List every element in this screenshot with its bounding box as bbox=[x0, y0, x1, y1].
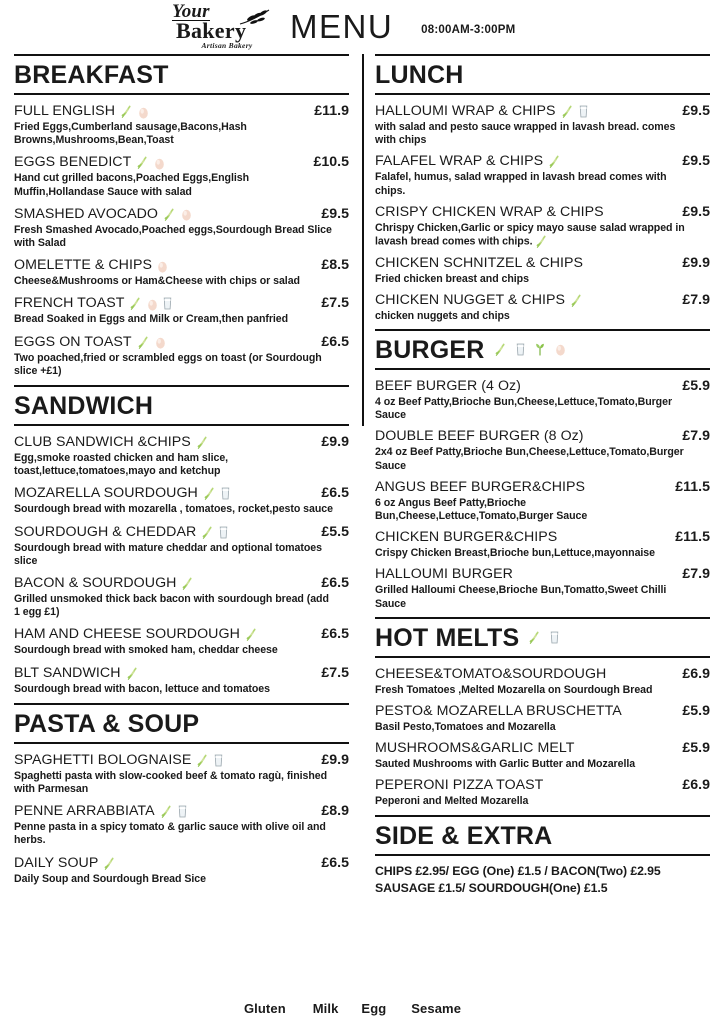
sesame-icon bbox=[534, 342, 546, 356]
bakery-logo bbox=[164, 1, 276, 50]
menu-item-description: Bread Soaked in Eggs and Milk or Cream,then panfried bbox=[14, 313, 289, 326]
section-items bbox=[375, 372, 710, 611]
egg-icon bbox=[155, 335, 166, 349]
menu-item-name: PEPERONI PIZZA TOAST bbox=[375, 777, 544, 794]
gluten-icon bbox=[103, 857, 116, 870]
menu-item[interactable] bbox=[375, 740, 710, 771]
gluten-icon bbox=[126, 667, 139, 680]
menu-item-row bbox=[14, 752, 349, 769]
menu-item[interactable] bbox=[14, 206, 349, 250]
section-items bbox=[14, 746, 349, 886]
gluten-icon bbox=[160, 805, 173, 818]
menu-item-name: BLT SANDWICH bbox=[14, 665, 139, 682]
menu-item-name: SOURDOUGH & CHEDDAR bbox=[14, 524, 228, 541]
menu-item-name: CLUB SANDWICH &CHIPS bbox=[14, 434, 209, 451]
opening-hours: 08:00AM-3:00PM bbox=[421, 24, 516, 36]
menu-item-description: Basil Pesto,Tomatoes and Mozarella bbox=[375, 720, 556, 733]
menu-item-price: £9.5 bbox=[321, 205, 349, 222]
menu-item-price: £11.5 bbox=[675, 529, 710, 546]
menu-item-price: £6.9 bbox=[682, 665, 710, 682]
menu-item-name: EGGS ON TOAST bbox=[14, 334, 166, 351]
menu-item[interactable] bbox=[14, 803, 349, 847]
gluten-icon bbox=[136, 156, 149, 169]
menu-item-name: DAILY SOUP bbox=[14, 855, 116, 872]
menu-item-description: Two poached,fried or scrambled eggs on toast (or Sourdough slice +£1) bbox=[14, 351, 322, 377]
menu-item-description: Fresh Smashed Avocado,Poached eggs,Sourdough Bread Slice with Salad bbox=[14, 223, 332, 250]
menu-item-price: £7.9 bbox=[682, 428, 710, 445]
menu-item[interactable] bbox=[14, 626, 349, 657]
menu-item-name: CHICKEN NUGGET & CHIPS bbox=[375, 292, 583, 309]
section-header bbox=[14, 385, 349, 426]
logo-line-your: Your bbox=[172, 1, 210, 22]
menu-item[interactable] bbox=[375, 703, 710, 734]
menu-item-price: £8.9 bbox=[321, 803, 349, 820]
gluten-icon bbox=[129, 297, 142, 310]
menu-item-price: £6.5 bbox=[321, 485, 349, 502]
menu-item-description: Sourdough bread with bacon, lettuce and tomatoes bbox=[14, 682, 270, 695]
gluten-icon bbox=[548, 155, 561, 168]
legend-label-gluten: Gluten bbox=[243, 1001, 286, 1016]
menu-item-row bbox=[14, 855, 349, 872]
gluten-icon bbox=[494, 343, 507, 356]
menu-item-price: £9.5 bbox=[682, 153, 710, 170]
section-header bbox=[375, 54, 710, 95]
menu-item-row bbox=[14, 803, 349, 820]
menu-item-price: £7.9 bbox=[682, 566, 710, 583]
menu-item-price: £9.9 bbox=[321, 434, 349, 451]
menu-item-row bbox=[375, 428, 710, 445]
gluten-icon bbox=[293, 1002, 306, 1015]
menu-item-row bbox=[375, 703, 710, 720]
egg-icon bbox=[138, 105, 149, 119]
menu-item-name: BACON & SOURDOUGH bbox=[14, 575, 194, 592]
menu-item[interactable] bbox=[375, 666, 710, 697]
menu-item-row bbox=[14, 434, 349, 451]
menu-item-name: PENNE ARRABBIATA bbox=[14, 803, 187, 820]
menu-item-description: Fresh Tomatoes ,Melted Mozarella on Sourdough Bread bbox=[375, 683, 653, 696]
egg-icon bbox=[154, 156, 165, 170]
menu-item-row bbox=[14, 206, 349, 223]
menu-item-description: Spaghetti pasta with slow-cooked beef & tomato ragù, finished with Parmesan bbox=[14, 769, 328, 796]
menu-item-description: Chrispy Chicken,Garlic or spicy mayo sause salad wrapped in lavash bread comes with chips. bbox=[375, 221, 685, 248]
menu-item[interactable] bbox=[14, 154, 349, 198]
menu-item-name: BEEF BURGER (4 Oz) bbox=[375, 377, 521, 394]
milk-icon bbox=[550, 631, 559, 644]
menu-item-row bbox=[14, 154, 349, 171]
gluten-icon bbox=[528, 631, 541, 644]
section-items bbox=[14, 97, 349, 378]
menu-section-sandwich bbox=[14, 385, 349, 696]
menu-item-row bbox=[375, 529, 710, 546]
menu-item-description: Grilled Halloumi Cheese,Brioche Bun,Tomatto,Sweet Chilli Sauce bbox=[375, 584, 667, 610]
menu-item-description: Grilled unsmoked thick back bacon with sourdough bread (add 1 egg £1) bbox=[14, 593, 329, 619]
menu-item-price: £9.5 bbox=[682, 103, 710, 119]
menu-item-name: CHICKEN SCHNITZEL & CHIPS bbox=[375, 254, 584, 271]
menu-item-name: CHICKEN BURGER&CHIPS bbox=[375, 529, 558, 546]
menu-section-breakfast bbox=[14, 54, 349, 378]
menu-item-name: ANGUS BEEF BURGER&CHIPS bbox=[375, 478, 586, 495]
section-items bbox=[14, 428, 349, 696]
menu-item-description: Falafel, humus, salad wrapped in lavash bread comes with chips. bbox=[375, 171, 667, 197]
menu-item-row bbox=[375, 479, 710, 496]
menu-item[interactable] bbox=[14, 334, 349, 378]
section-header bbox=[375, 815, 710, 856]
legend-label-milk: Milk bbox=[312, 1001, 339, 1016]
left-column bbox=[14, 54, 362, 1000]
menu-item-description: Hand cut grilled bacons,Poached Eggs,English Muffin,Hollandase Sauce with salad bbox=[14, 172, 250, 198]
menu-item-name: FULL ENGLISH bbox=[14, 103, 149, 120]
gluten-icon bbox=[535, 235, 548, 248]
section-header bbox=[375, 329, 710, 370]
menu-item-description: Cheese&Mushrooms or Ham&Cheese with chips or salad bbox=[14, 275, 300, 288]
menu-item[interactable] bbox=[14, 752, 349, 796]
menu-item[interactable] bbox=[375, 103, 710, 147]
sesame-icon bbox=[468, 1002, 480, 1016]
side-extra-line: CHIPS £2.95/ EGG (One) £1.5 / BACON(Two) £2.95 bbox=[375, 863, 661, 878]
menu-item[interactable] bbox=[375, 777, 710, 808]
menu-item-description: Crispy Chicken Breast,Brioche bun,Lettuce,mayonnaise bbox=[375, 547, 655, 560]
logo-line-bakery: Bakery bbox=[176, 18, 247, 43]
menu-item-description: chicken nuggets and chips bbox=[375, 309, 510, 322]
egg-icon bbox=[555, 342, 566, 356]
milk-icon bbox=[214, 754, 223, 767]
menu-item-price: £10.5 bbox=[313, 154, 349, 171]
section-allergen-icons bbox=[494, 342, 566, 356]
menu-item-description: Sourdough bread with smoked ham, cheddar cheese bbox=[14, 644, 278, 657]
gluten-icon bbox=[201, 526, 214, 539]
menu-item-row bbox=[375, 153, 710, 170]
menu-item-row bbox=[14, 103, 349, 120]
menu-item[interactable] bbox=[375, 255, 710, 286]
menu-section-side-extra bbox=[375, 815, 710, 897]
allergen-legend bbox=[0, 1001, 724, 1016]
menu-item-row bbox=[14, 295, 349, 312]
menu-item-name: MOZARELLA SOURDOUGH bbox=[14, 485, 230, 502]
gluten-icon bbox=[137, 336, 150, 349]
menu-item[interactable] bbox=[14, 665, 349, 696]
egg-icon bbox=[181, 207, 192, 221]
menu-item-name: CHEESE&TOMATO&SOURDOUGH bbox=[375, 665, 607, 682]
menu-item[interactable] bbox=[14, 434, 349, 478]
menu-item-description: Sourdough bread with mozarella , tomatoes, rocket,pesto sauce bbox=[14, 503, 333, 516]
menu-item[interactable] bbox=[14, 295, 349, 326]
milk-icon bbox=[516, 343, 525, 356]
menu-item[interactable] bbox=[375, 204, 710, 249]
menu-section-hot-melts bbox=[375, 617, 710, 809]
menu-item-description: Fried Eggs,Cumberland sausage,Bacons,Hash Browns,Mushrooms,Bean,Toast bbox=[14, 121, 247, 147]
menu-item-price: £6.5 bbox=[321, 575, 349, 592]
menu-item-name: CRISPY CHICKEN WRAP & CHIPS bbox=[375, 203, 604, 220]
menu-item-price: £6.5 bbox=[321, 854, 349, 871]
egg-icon bbox=[147, 297, 158, 311]
menu-item-description: 2x4 oz Beef Patty,Brioche Bun,Cheese,Lettuce,Tomato,Burger Sauce bbox=[375, 446, 684, 472]
section-header bbox=[14, 54, 349, 95]
menu-item-price: £7.5 bbox=[321, 295, 349, 312]
menu-item[interactable] bbox=[375, 378, 710, 422]
milk-icon bbox=[345, 1002, 354, 1015]
menu-item[interactable] bbox=[14, 257, 349, 288]
gluten-icon bbox=[196, 754, 209, 767]
menu-item-row bbox=[375, 255, 710, 272]
menu-item-row bbox=[375, 378, 710, 395]
menu-item-description: Daily Soup and Sourdough Bread Sice bbox=[14, 872, 206, 885]
menu-item-price: £6.5 bbox=[321, 626, 349, 643]
menu-item-row bbox=[14, 334, 349, 351]
menu-item-name: HALLOUMI WRAP & CHIPS bbox=[375, 103, 588, 120]
section-title: SANDWICH bbox=[14, 392, 154, 421]
logo-tagline: Artisan Bakery bbox=[201, 41, 253, 50]
menu-item-price: £5.9 bbox=[682, 702, 710, 719]
page-title: MENU bbox=[290, 8, 394, 45]
menu-item-row bbox=[375, 777, 710, 794]
menu-item-name: HALLOUMI BURGER bbox=[375, 566, 513, 583]
menu-item[interactable] bbox=[375, 479, 710, 523]
menu-item-description: Peperoni and Melted Mozarella bbox=[375, 795, 529, 808]
gluten-icon bbox=[163, 208, 176, 221]
menu-item-price: £9.9 bbox=[321, 751, 349, 768]
gluten-icon bbox=[203, 487, 216, 500]
side-extra-lines bbox=[375, 858, 710, 897]
menu-section-burger bbox=[375, 329, 710, 611]
menu-item-row bbox=[375, 103, 710, 120]
gluten-icon bbox=[561, 105, 574, 118]
menu-item-name: SPAGHETTI BOLOGNAISE bbox=[14, 752, 223, 769]
milk-icon bbox=[221, 487, 230, 500]
menu-item[interactable] bbox=[375, 428, 710, 472]
section-title: LUNCH bbox=[375, 61, 464, 89]
gluten-icon bbox=[196, 436, 209, 449]
section-items bbox=[375, 97, 710, 323]
wheat-logo-icon bbox=[238, 8, 272, 35]
side-extra-line: SAUSAGE £1.5/ SOURDOUGH(One) £1.5 bbox=[375, 880, 608, 895]
gluten-icon bbox=[181, 577, 194, 590]
menu-columns bbox=[14, 54, 710, 1000]
milk-icon bbox=[178, 805, 187, 818]
menu-item[interactable] bbox=[375, 292, 710, 323]
milk-icon bbox=[219, 526, 228, 539]
menu-item-row bbox=[375, 204, 710, 221]
menu-item[interactable] bbox=[14, 855, 349, 886]
right-column bbox=[362, 54, 710, 1000]
section-items bbox=[375, 660, 710, 809]
section-allergen-icons bbox=[528, 631, 559, 644]
menu-item-description: Egg,smoke roasted chicken and ham slice, toast,lettuce,tomatoes,mayo and ketchup bbox=[14, 452, 229, 478]
menu-item[interactable] bbox=[14, 575, 349, 619]
menu-item-price: £6.5 bbox=[321, 333, 349, 350]
section-title: BURGER bbox=[375, 335, 485, 364]
menu-item-price: £11.9 bbox=[314, 103, 349, 119]
menu-item-description: 6 oz Angus Beef Patty,Brioche Bun,Cheese,Lettuce,Tomato,Burger Sauce bbox=[375, 496, 588, 522]
egg-icon bbox=[393, 1002, 404, 1016]
menu-item-description: Penne pasta in a spicy tomato & garlic sauce with olive oil and herbs. bbox=[14, 821, 326, 847]
menu-item-name: DOUBLE BEEF BURGER (8 Oz) bbox=[375, 428, 584, 445]
menu-item-description: 4 oz Beef Patty,Brioche Bun,Cheese,Lettuce,Tomato,Burger Sauce bbox=[375, 395, 673, 422]
menu-section-pasta-soup bbox=[14, 703, 349, 886]
menu-item-row bbox=[14, 626, 349, 643]
menu-item[interactable] bbox=[14, 103, 349, 147]
menu-item-row bbox=[375, 292, 710, 309]
menu-item-row bbox=[14, 665, 349, 682]
menu-item-row bbox=[14, 257, 349, 274]
menu-section-lunch bbox=[375, 54, 710, 323]
column-divider bbox=[362, 54, 364, 426]
menu-item[interactable] bbox=[375, 529, 710, 560]
menu-item-name: EGGS BENEDICT bbox=[14, 154, 165, 171]
milk-icon bbox=[579, 105, 588, 118]
section-header bbox=[375, 617, 710, 658]
menu-item[interactable] bbox=[14, 485, 349, 516]
menu-item-price: £6.9 bbox=[682, 777, 710, 794]
menu-item-row bbox=[14, 575, 349, 592]
menu-item[interactable] bbox=[375, 153, 710, 197]
menu-item-price: £5.5 bbox=[321, 523, 349, 540]
menu-item-row bbox=[375, 666, 710, 683]
menu-item-row bbox=[375, 566, 710, 583]
menu-item-description: with salad and pesto sauce wrapped in lavash bread. comes with chips bbox=[375, 121, 676, 147]
menu-item-price: £5.9 bbox=[682, 740, 710, 757]
menu-item-name: FALAFEL WRAP & CHIPS bbox=[375, 153, 561, 170]
menu-item[interactable] bbox=[14, 524, 349, 568]
section-title: SIDE & EXTRA bbox=[375, 821, 553, 850]
menu-item-price: £9.5 bbox=[682, 203, 710, 220]
section-title: PASTA & SOUP bbox=[14, 709, 200, 738]
menu-item-name: FRENCH TOAST bbox=[14, 295, 172, 312]
section-title: HOT MELTS bbox=[375, 623, 520, 652]
milk-icon bbox=[163, 297, 172, 310]
menu-item-price: £9.9 bbox=[682, 254, 710, 271]
menu-item-price: £5.9 bbox=[682, 377, 710, 394]
section-title: BREAKFAST bbox=[14, 61, 169, 89]
menu-item[interactable] bbox=[375, 566, 710, 610]
menu-header bbox=[14, 0, 710, 54]
menu-item-description: Fried chicken breast and chips bbox=[375, 272, 529, 285]
menu-item-price: £8.5 bbox=[321, 257, 349, 274]
egg-icon bbox=[157, 259, 168, 273]
legend-label-sesame: Sesame bbox=[411, 1001, 462, 1016]
legend-label-egg: Egg bbox=[361, 1001, 387, 1016]
menu-item-price: £7.5 bbox=[321, 664, 349, 681]
menu-item-description: Sauted Mushrooms with Garlic Butter and Mozarella bbox=[375, 758, 636, 771]
menu-item-description: Sourdough bread with mature cheddar and optional tomatoes slice bbox=[14, 541, 322, 567]
menu-item-price: £11.5 bbox=[675, 478, 710, 495]
menu-item-name: SMASHED AVOCADO bbox=[14, 206, 192, 223]
menu-item-row bbox=[14, 485, 349, 502]
menu-item-name: PESTO& MOZARELLA BRUSCHETTA bbox=[375, 702, 622, 719]
menu-item-price: £7.9 bbox=[682, 291, 710, 308]
section-header bbox=[14, 703, 349, 744]
menu-item-name: MUSHROOMS&GARLIC MELT bbox=[375, 740, 575, 757]
gluten-icon bbox=[120, 105, 133, 118]
gluten-icon bbox=[245, 628, 258, 641]
menu-item-name: OMELETTE & CHIPS bbox=[14, 257, 168, 274]
gluten-icon bbox=[570, 294, 583, 307]
menu-item-row bbox=[14, 524, 349, 541]
menu-item-name: HAM AND CHEESE SOURDOUGH bbox=[14, 626, 258, 643]
menu-item-row bbox=[375, 740, 710, 757]
